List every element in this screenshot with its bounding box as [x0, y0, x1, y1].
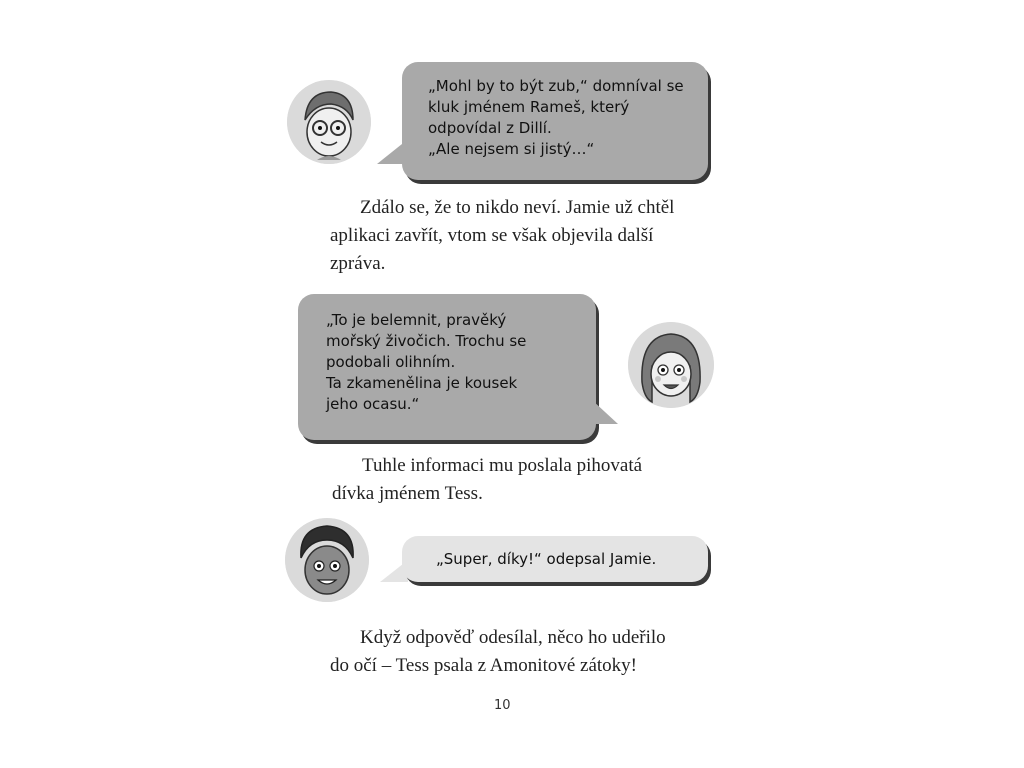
- paragraph-line: dívka jménem Tess.: [332, 483, 483, 504]
- bubble-2-tail: [592, 400, 618, 424]
- curly-haired-boy-avatar: [285, 518, 369, 602]
- message-text: „Super, díky!“ odepsal Jamie.: [436, 550, 657, 568]
- message-text: „Mohl by to být zub,“ domníval se kluk jménem Rameš, který odpovídal z Dillí. „Ale nejsem si jistý…“: [428, 77, 684, 158]
- freckled-girl-avatar: [628, 322, 714, 408]
- paragraph-line: zpráva.: [330, 253, 386, 274]
- boy-with-glasses-avatar: [287, 80, 371, 164]
- message-bubble-1: [402, 62, 708, 180]
- paragraph-line: Tuhle informaci mu poslala pihovatá: [362, 455, 643, 476]
- message-bubble-3: [402, 536, 708, 582]
- message-text: „To je belemnit, pravěký mořský živočich. Trochu se podobali olihním. Ta zkamenělina je kousek jeho ocasu.“: [326, 311, 527, 413]
- paragraph-line: Zdálo se, že to nikdo neví. Jamie už chtěl: [360, 197, 675, 218]
- narrative-paragraph-2: [330, 452, 710, 508]
- message-bubble-2: [298, 294, 596, 440]
- paragraph-line: aplikaci zavřít, vtom se však objevila další: [330, 225, 654, 246]
- page-number: 10: [494, 698, 511, 713]
- narrative-paragraph-1: [330, 194, 710, 278]
- paragraph-line: Když odpověď odesílal, něco ho udeřilo: [360, 627, 666, 648]
- narrative-paragraph-3: [330, 624, 710, 680]
- paragraph-line: do očí – Tess psala z Amonitové zátoky!: [330, 655, 638, 676]
